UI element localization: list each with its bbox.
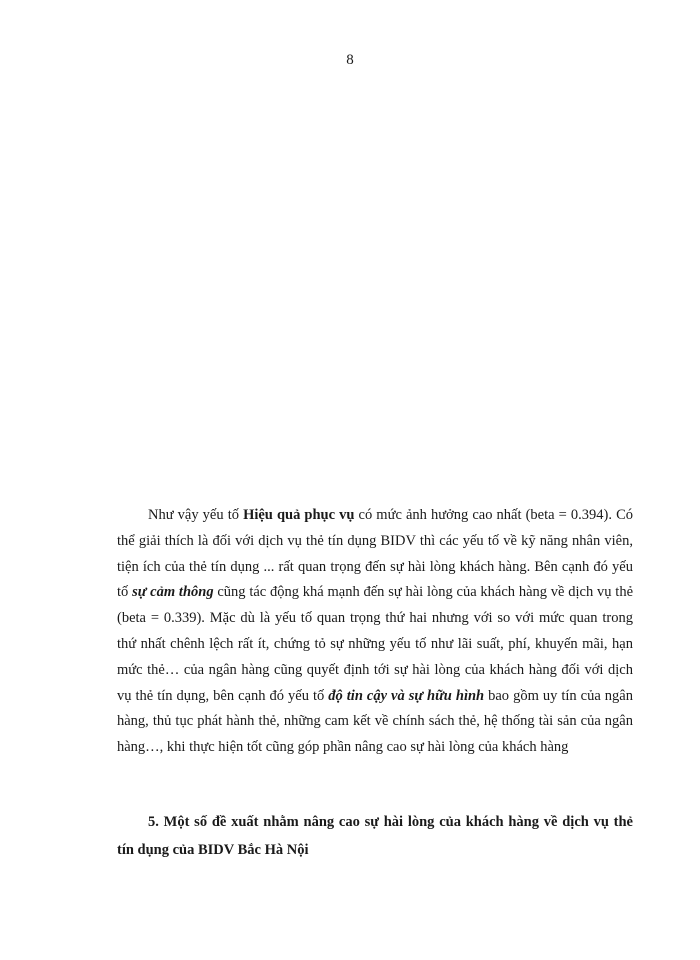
paragraph-text-1: Như vậy yếu tố <box>148 507 244 523</box>
body-paragraph <box>117 503 633 761</box>
section-heading: 5. Một số đề xuất nhằm nâng cao sự hài lòng của khách hàng về dịch vụ thẻ tín dụng của BIDV Bắc Hà Nội <box>117 814 633 858</box>
term-do-tin-cay: độ tin cậy và sự hữu hình <box>328 687 485 704</box>
term-su-cam-thong: sự cảm thông <box>132 584 214 601</box>
term-hieu-qua-phuc-vu: Hiệu quả phục vụ <box>243 507 355 523</box>
paragraph-text-2: có mức ảnh hưởng cao nhất (beta = 0.394). Có thể giải thích là đối với dịch vụ thẻ tín dụng BIDV thì các yếu tố về kỹ năng nhân viên, tiện ích của thẻ tín dụng ... rất quan trọng đến sự hài lòng khách hàng. Bên cạnh đó yếu tố <box>117 507 633 601</box>
paragraph-text-4: bao gồm uy tín của ngân hàng, thủ tục phát hành thẻ, những cam kết về chính sách thẻ, hệ thống tài sản của ngân hàng…, khi thực hiện tốt cũng góp phần nâng cao sự hài lòng của khách hàng <box>117 687 633 756</box>
paragraph-text-3: cũng tác động khá mạnh đến sự hài lòng của khách hàng về dịch vụ thẻ (beta = 0.339). Mặc dù là yếu tố quan trọng thứ hai nhưng với so với mức quan trong thứ nhất chênh lệch rất ít, chứng tỏ sự những yếu tố như lãi suất, phí, khuyến mãi, hạn mức thẻ… của ngân hàng cũng quyết định tới sự hài lòng của khách hàng đối với dịch vụ thẻ tín dụng, bên cạnh đó yếu tố <box>117 584 633 704</box>
page-number: 8 <box>346 52 354 68</box>
